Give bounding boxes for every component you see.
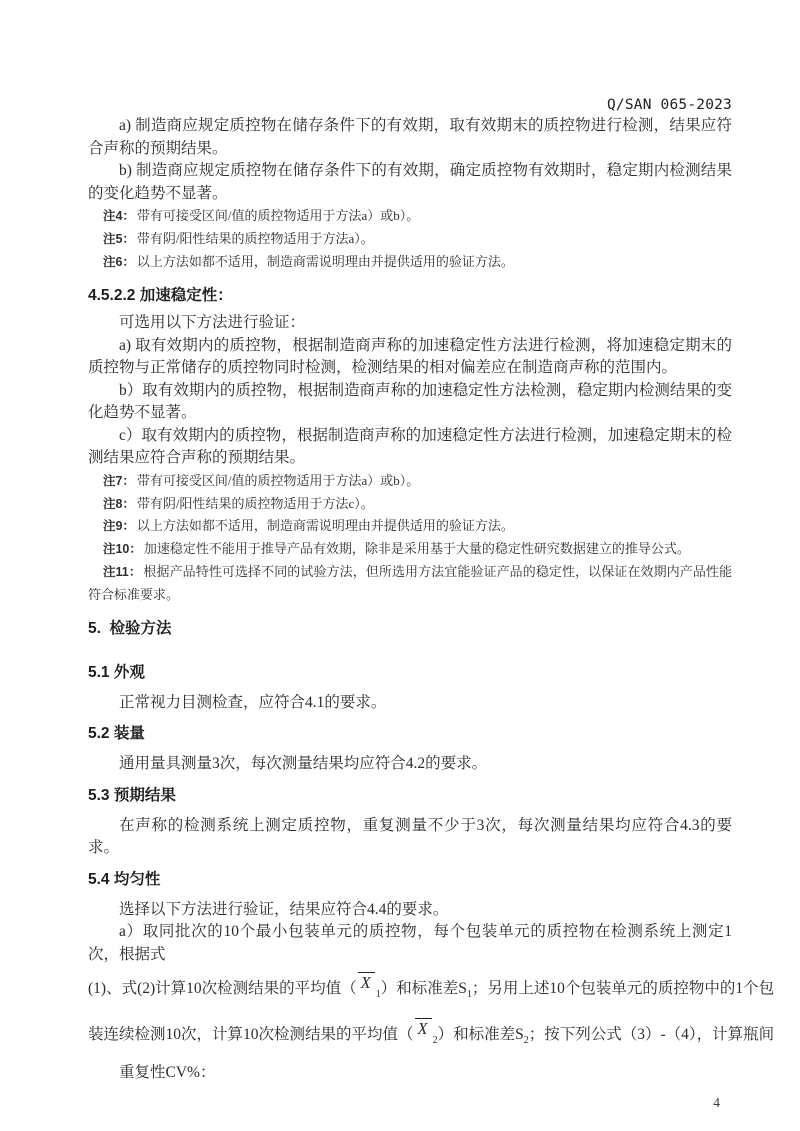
note-8 xyxy=(88,493,732,516)
heading-4-5-2-2: 4.5.2.2 加速稳定性： xyxy=(88,287,233,305)
note-9-text: 以上方法如都不适用，制造商需说明理由并提供适用的验证方法。 xyxy=(136,518,514,534)
formula-line-2 xyxy=(88,1012,775,1058)
note-10-text: 加速稳定性不能用于推导产品有效期，除非是采用基于大量的稳定性研究数据建立的推导公式。 xyxy=(143,541,690,557)
formula-1-text-2: ）和标准差S xyxy=(380,980,467,998)
formula-2-text-3: ；按下列公式（3）-（4），计算瓶间 xyxy=(528,1026,775,1044)
heading-5-2: 5.2 装量 xyxy=(88,725,145,743)
note-8-label: 注8： xyxy=(102,496,135,511)
note-5-text: 带有阴/阳性结果的质控物适用于方法a）。 xyxy=(136,230,374,246)
heading-5: 5. 检验方法 xyxy=(88,619,172,637)
x-bar-2-symbol: X xyxy=(415,1018,432,1037)
note-9 xyxy=(88,515,732,538)
formula-line-1 xyxy=(88,966,775,1012)
formula-1-text-3: ；另用上述10个包装单元的质控物中的1个包 xyxy=(471,980,775,998)
document-header-code: Q/SAN 065-2023 xyxy=(606,97,732,113)
formula-1-text-1: (1)、式(2)计算10次检测结果的平均值（ xyxy=(88,980,357,998)
s2-subscript: 2 xyxy=(523,1035,529,1047)
note-7-text: 带有可接受区间/值的质控物适用于方法a）或b）。 xyxy=(136,472,420,488)
note-5 xyxy=(88,228,732,251)
s1-subscript: 1 xyxy=(466,989,472,1001)
note-4-label: 注4： xyxy=(102,209,135,223)
x-bar-2-subscript: 2 xyxy=(432,1035,438,1047)
notes-block-4-6 xyxy=(88,205,732,273)
paragraph-4522-intro: 可选用以下方法进行验证： xyxy=(119,314,306,332)
note-10-label: 注10： xyxy=(102,542,142,557)
heading-5-3: 5.3 预期结果 xyxy=(88,786,176,804)
note-11-label: 注11： xyxy=(102,565,142,580)
paragraph-item-b: b) 制造商应规定质控物在储存条件下的有效期，确定质控物有效期时，稳定期内检测结果的变化趋势不显著。 xyxy=(88,162,732,202)
paragraph-5-4-item-a: a）取同批次的10个最小包装单元的质控物，每个包装单元的质控物在检测系统上测定1次，根据式 xyxy=(88,923,732,963)
paragraph-4522-item-a: a) 取有效期内的质控物，根据制造商声称的加速稳定性方法进行检测，将加速稳定期末的质控物与正常储存的质控物同时检测，检测结果的相对偏差应在制造商声称的范围内。 xyxy=(88,336,732,377)
note-10 xyxy=(88,538,732,561)
note-9-label: 注9： xyxy=(102,519,135,534)
paragraph-5-2: 通用量具测量3次，每次测量结果均应符合4.2的要求。 xyxy=(119,755,488,773)
x-bar-1-subscript: 1 xyxy=(375,989,381,1001)
heading-5-1: 5.1 外观 xyxy=(88,663,145,681)
note-4 xyxy=(88,205,732,228)
paragraph-5-3: 在声称的检测系统上测定质控物，重复测量不少于3次，每次测量结果均应符合4.3的要求。 xyxy=(88,816,732,857)
note-6-text: 以上方法如都不适用，制造商需说明理由并提供适用的验证方法。 xyxy=(136,253,514,269)
x-bar-1-symbol: X xyxy=(358,972,375,991)
note-7 xyxy=(88,470,732,493)
formula-2-text-1: 装连续检测10次，计算10次检测结果的平均值（ xyxy=(88,1026,414,1044)
heading-5-4: 5.4 均匀性 xyxy=(88,870,161,888)
note-6-label: 注6： xyxy=(102,254,135,269)
note-11 xyxy=(88,561,732,606)
note-8-text: 带有阴/阳性结果的质控物适用于方法c）。 xyxy=(136,495,374,511)
paragraph-cv-tail: 重复性CV%： xyxy=(119,1064,216,1082)
formula-2-text-2: ）和标准差S xyxy=(437,1026,524,1044)
note-6 xyxy=(88,251,732,274)
note-5-label: 注5： xyxy=(102,231,135,246)
note-11-text: 根据产品特性可选择不同的试验方法，但所选用方法宜能验证产品的稳定性，以保证在效期内产品性能符合标准要求。 xyxy=(88,564,732,602)
note-4-text: 带有可接受区间/值的质控物适用于方法a）或b）。 xyxy=(136,208,420,223)
note-7-label: 注7： xyxy=(102,473,135,488)
page-number: 4 xyxy=(713,1095,720,1110)
paragraph-5-1: 正常视力目测检查，应符合4.1的要求。 xyxy=(119,693,387,711)
paragraph-4522-item-c: c）取有效期内的质控物，根据制造商声称的加速稳定性方法进行检测，加速稳定期末的检测结果应符合声称的预期结果。 xyxy=(88,426,732,467)
paragraph-4522-item-b: b）取有效期内的质控物，根据制造商声称的加速稳定性方法检测，稳定期内检测结果的变化趋势不显著。 xyxy=(88,381,732,422)
notes-block-7-11 xyxy=(88,470,732,606)
paragraph-item-a: a) 制造商应规定质控物在储存条件下的有效期，取有效期末的质控物进行检测，结果应符合声称的预期结果。 xyxy=(88,117,732,157)
paragraph-5-4-intro: 选择以下方法进行验证，结果应符合4.4的要求。 xyxy=(119,900,449,918)
